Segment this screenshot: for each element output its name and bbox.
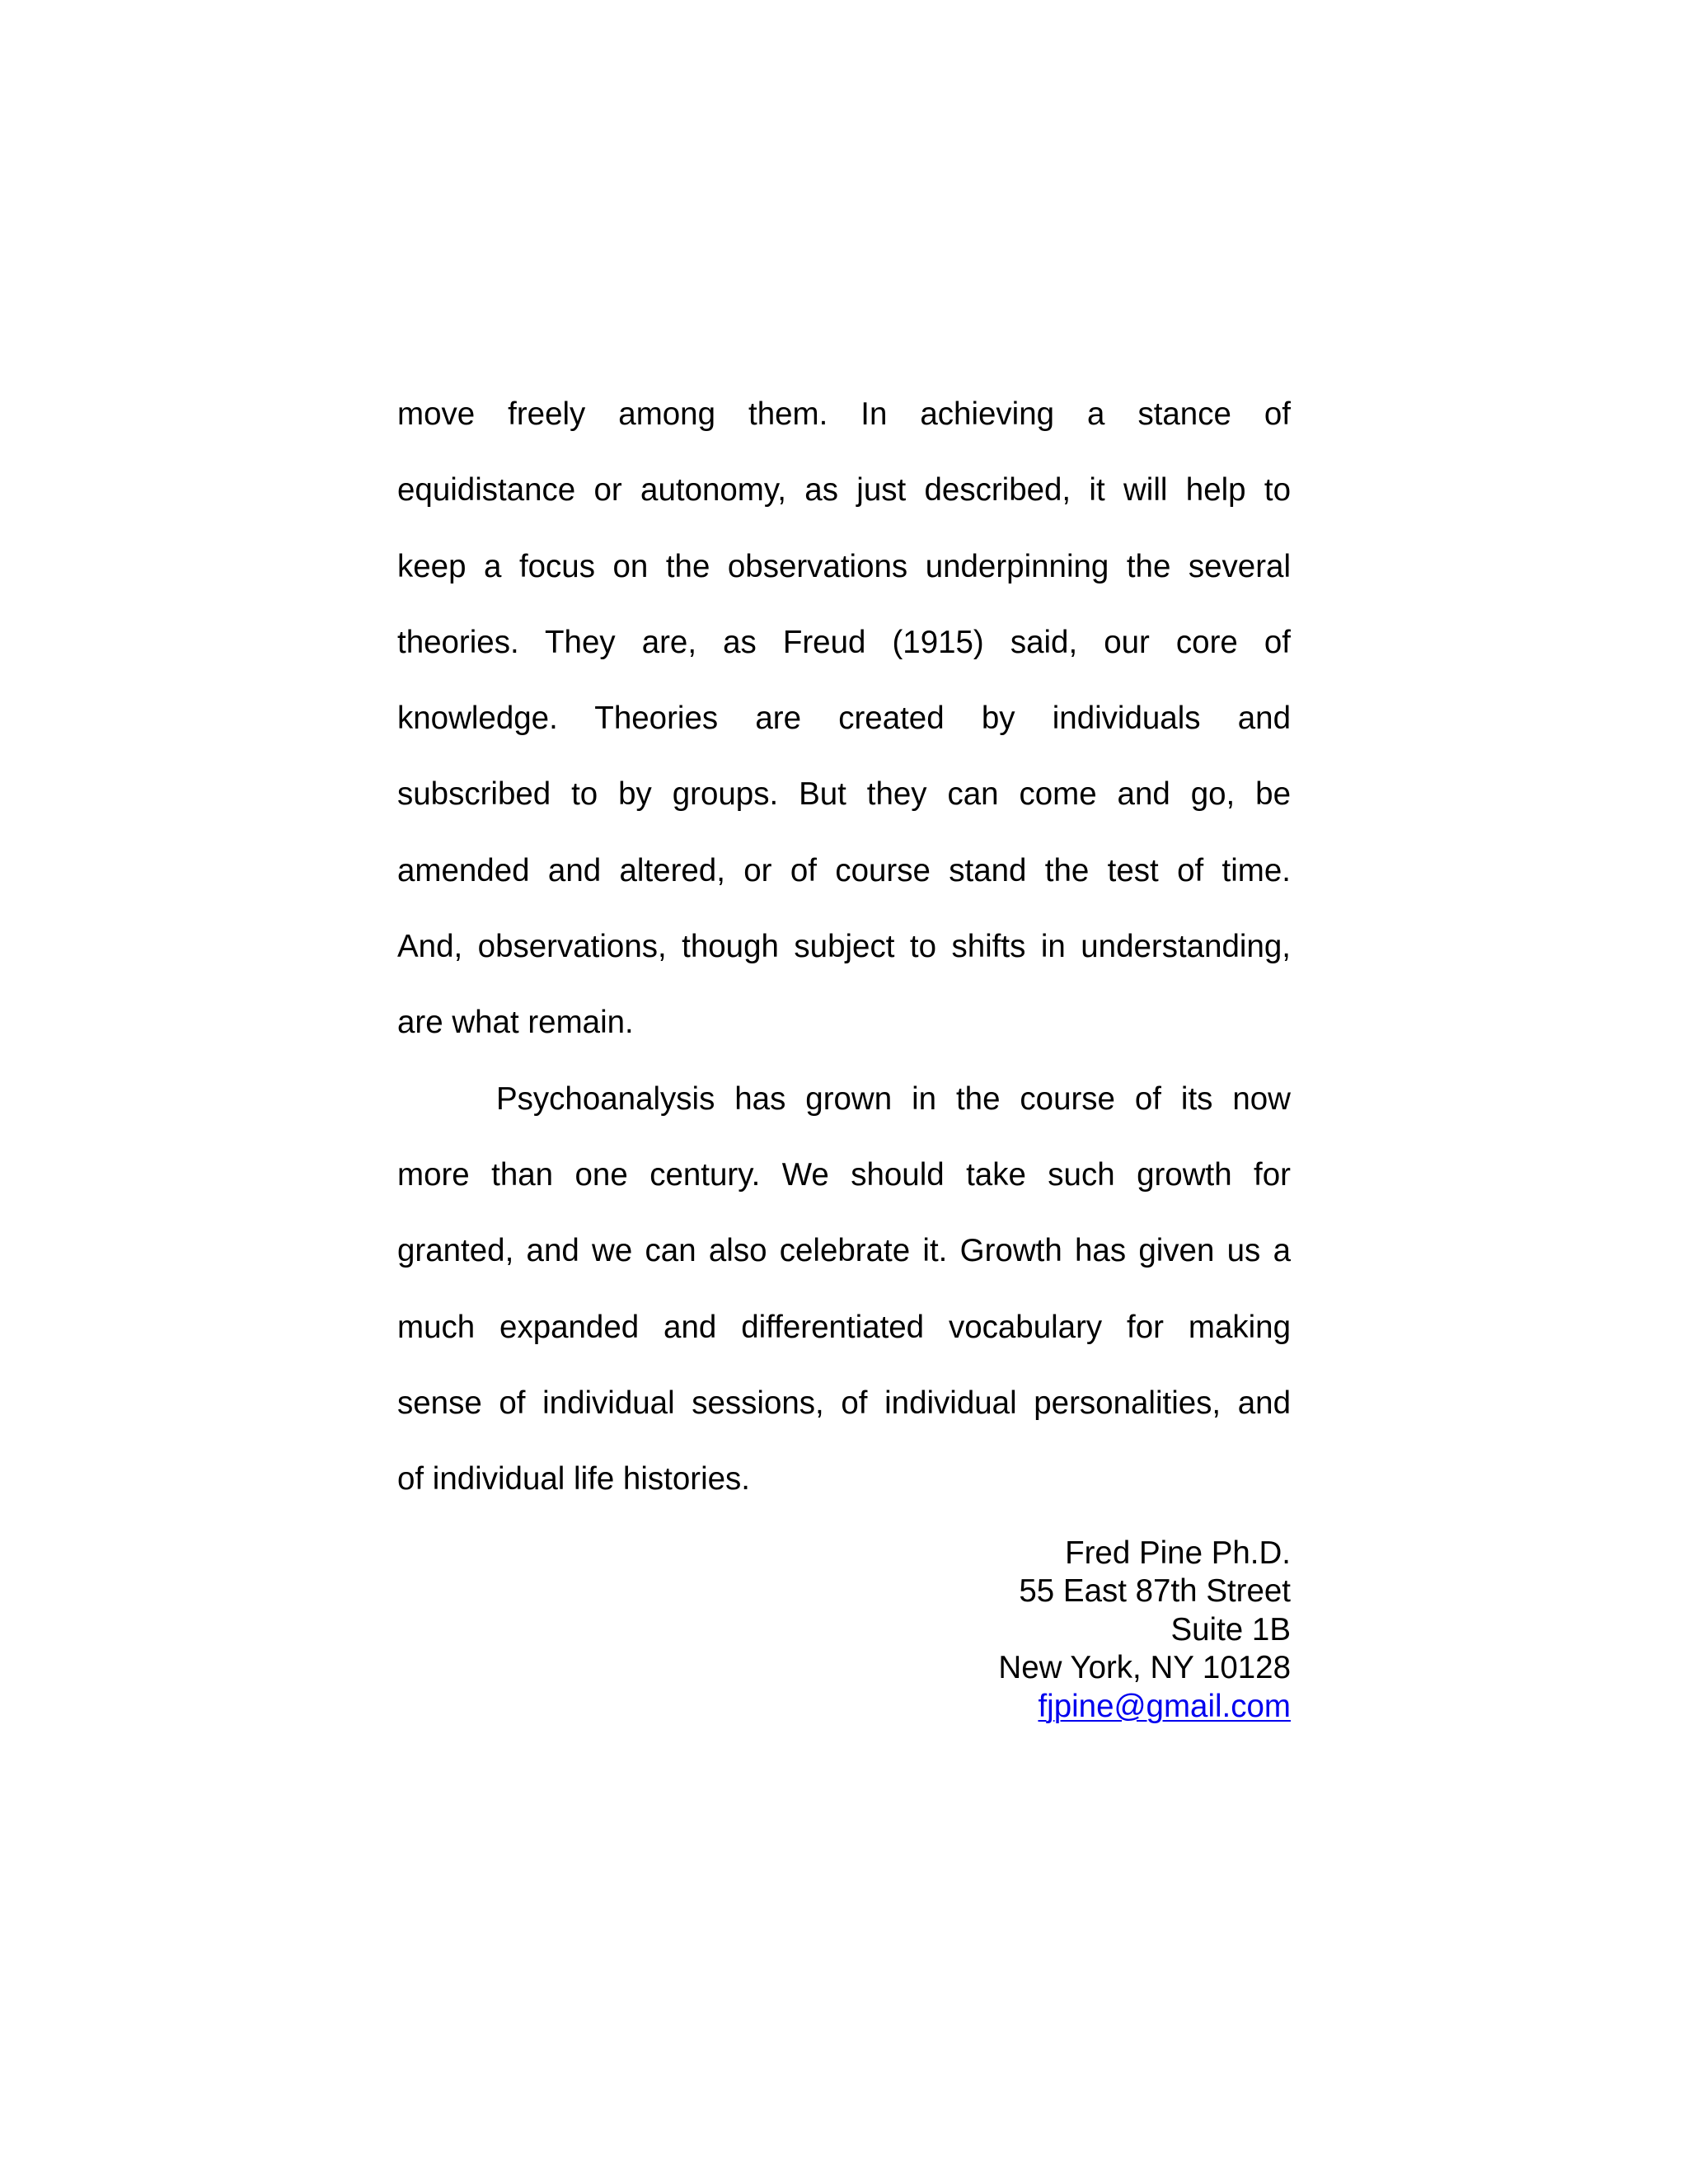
- body-text: [397, 387, 1291, 1528]
- paragraph-1-line: amended and altered, or of course stand the test of time.: [397, 852, 1291, 888]
- city-state-zip: New York, NY 10128: [998, 1650, 1291, 1686]
- paragraph-2-line: more than one century. We should take such growth for: [397, 1156, 1291, 1193]
- paragraph-2-first-line: Psychoanalysis has grown in the course of its now: [496, 1080, 1291, 1117]
- paragraph-2-line: much expanded and differentiated vocabulary for making: [397, 1309, 1291, 1345]
- paragraph-2-line: sense of individual sessions, of individual personalities, and: [397, 1385, 1291, 1421]
- street-address: 55 East 87th Street: [1019, 1573, 1291, 1610]
- author-name: Fred Pine Ph.D.: [1065, 1535, 1291, 1571]
- email-line: [879, 1688, 1291, 1726]
- paragraph-1-line: theories. They are, as Freud (1915) said, our core of: [397, 624, 1291, 660]
- email-link[interactable]: fjpine@gmail.com: [1038, 1688, 1291, 1724]
- paragraph-2-line: granted, and we can also celebrate it. Growth has given us a: [397, 1233, 1291, 1269]
- paragraph-1-line: knowledge. Theories are created by individuals and: [397, 701, 1291, 737]
- paragraph-1-last-line: are what remain.: [397, 1005, 634, 1041]
- paragraph-1-line: And, observations, though subject to shifts in understanding,: [397, 929, 1291, 965]
- paragraph-1-line: move freely among them. In achieving a stance of: [397, 396, 1291, 432]
- paragraph-2-last-line: of individual life histories.: [397, 1461, 750, 1497]
- paragraph-1-line: subscribed to by groups. But they can come and go, be: [397, 776, 1291, 813]
- paragraph-1-line: equidistance or autonomy, as just described, it will help to: [397, 472, 1291, 509]
- paragraph-1-line: keep a focus on the observations underpinning the several: [397, 548, 1291, 584]
- suite-number: Suite 1B: [1170, 1611, 1291, 1647]
- signature-block: [879, 1535, 1291, 1726]
